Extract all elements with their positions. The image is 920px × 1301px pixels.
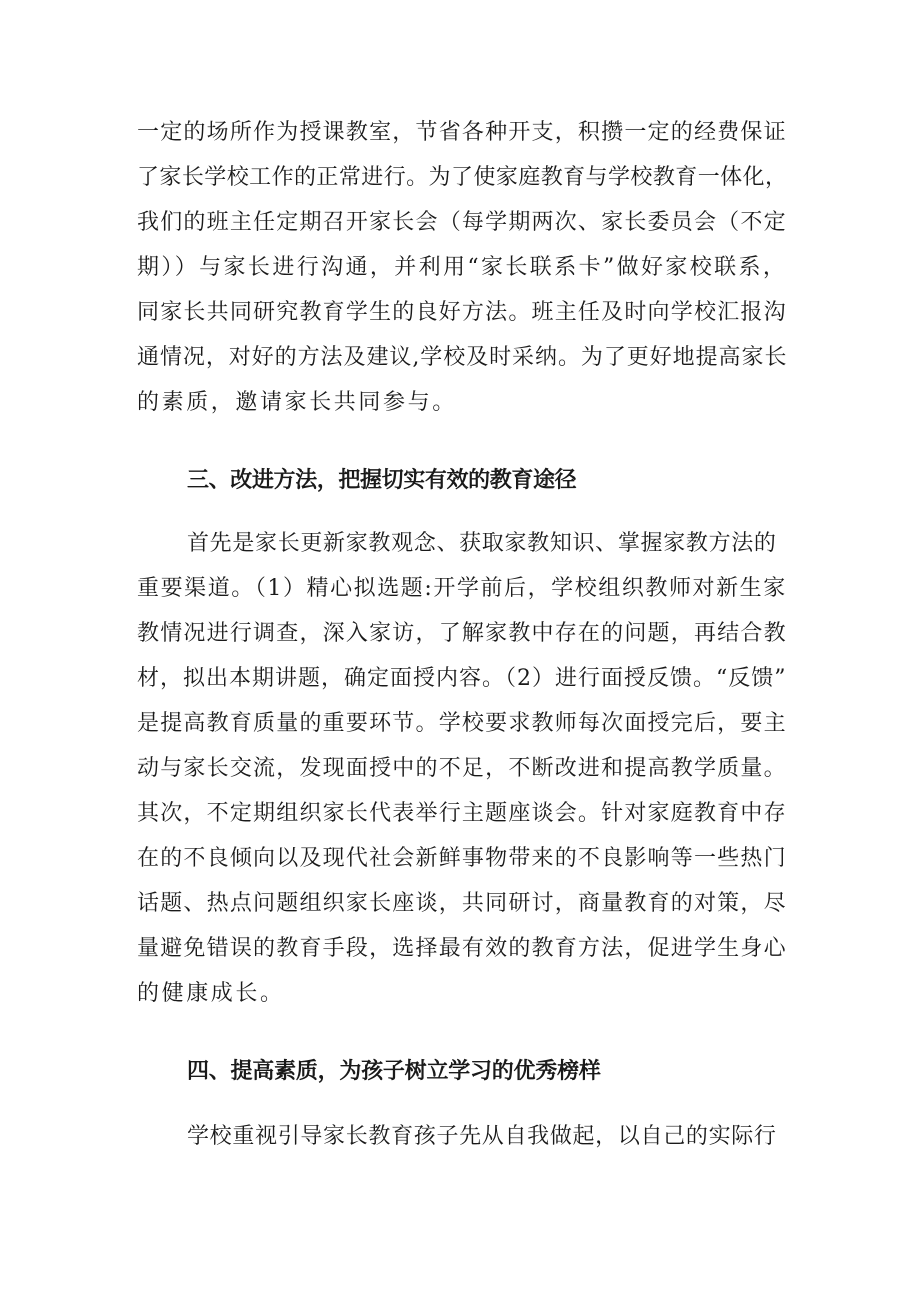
paragraph-2-line: 话题、热点问题组织家长座谈，共同研讨，商量教育的对策，尽 xyxy=(137,891,787,916)
paragraph-2-line: 在的不良倾向以及现代社会新鲜事物带来的不良影响等一些热门 xyxy=(137,846,787,871)
paragraph-1-line: 的素质，邀请家长共同参与。 xyxy=(137,390,457,415)
paragraph-2-line: 首先是家长更新家教观念、获取家教知识、掌握家教方法的 xyxy=(187,531,777,556)
paragraph-1-line: 期））与家长进行沟通，并利用“家长联系卡”做好家校联系， xyxy=(137,255,788,280)
paragraph-2-line: 重要渠道。（1）精心拟选题:开学前后，学校组织教师对新生家 xyxy=(137,576,787,601)
paragraph-2-line: 材，拟出本期讲题，确定面授内容。（2）进行面授反馈。“反馈” xyxy=(137,666,787,691)
paragraph-2-line: 量避免错误的教育手段，选择最有效的教育方法，促进学生身心 xyxy=(137,936,787,961)
paragraph-2-line: 其次，不定期组织家长代表举行主题座谈会。针对家庭教育中存 xyxy=(137,801,787,826)
section-heading-4: 四、提高素质，为孩子树立学习的优秀榜样 xyxy=(187,1059,601,1084)
paragraph-3-line: 学校重视引导家长教育孩子先从自我做起，以自己的实际行 xyxy=(187,1124,777,1149)
paragraph-1-line: 一定的场所作为授课教室，节省各种开支，积攒一定的经费保证 xyxy=(137,120,787,145)
paragraph-1-line: 通情况，对好的方法及建议,学校及时采纳。为了更好地提高家长 xyxy=(137,345,788,370)
paragraph-2-line: 是提高教育质量的重要环节。学校要求教师每次面授完后，要主 xyxy=(137,711,787,736)
paragraph-2-line: 教情况进行调查，深入家访，了解家教中存在的问题，再结合教 xyxy=(137,621,787,646)
paragraph-2-line: 的健康成长。 xyxy=(137,981,285,1006)
paragraph-1-line: 了家长学校工作的正常进行。为了使家庭教育与学校教育一体化， xyxy=(137,165,788,190)
paragraph-1-line: 我们的班主任定期召开家长会（每学期两次、家长委员会（不定 xyxy=(137,210,787,235)
section-heading-3: 三、改进方法，把握切实有效的教育途径 xyxy=(187,468,577,493)
paragraph-1-line: 同家长共同研究教育学生的良好方法。班主任及时向学校汇报沟 xyxy=(137,300,787,325)
paragraph-2-line: 动与家长交流，发现面授中的不足，不断改进和提高教学质量。 xyxy=(137,756,787,781)
